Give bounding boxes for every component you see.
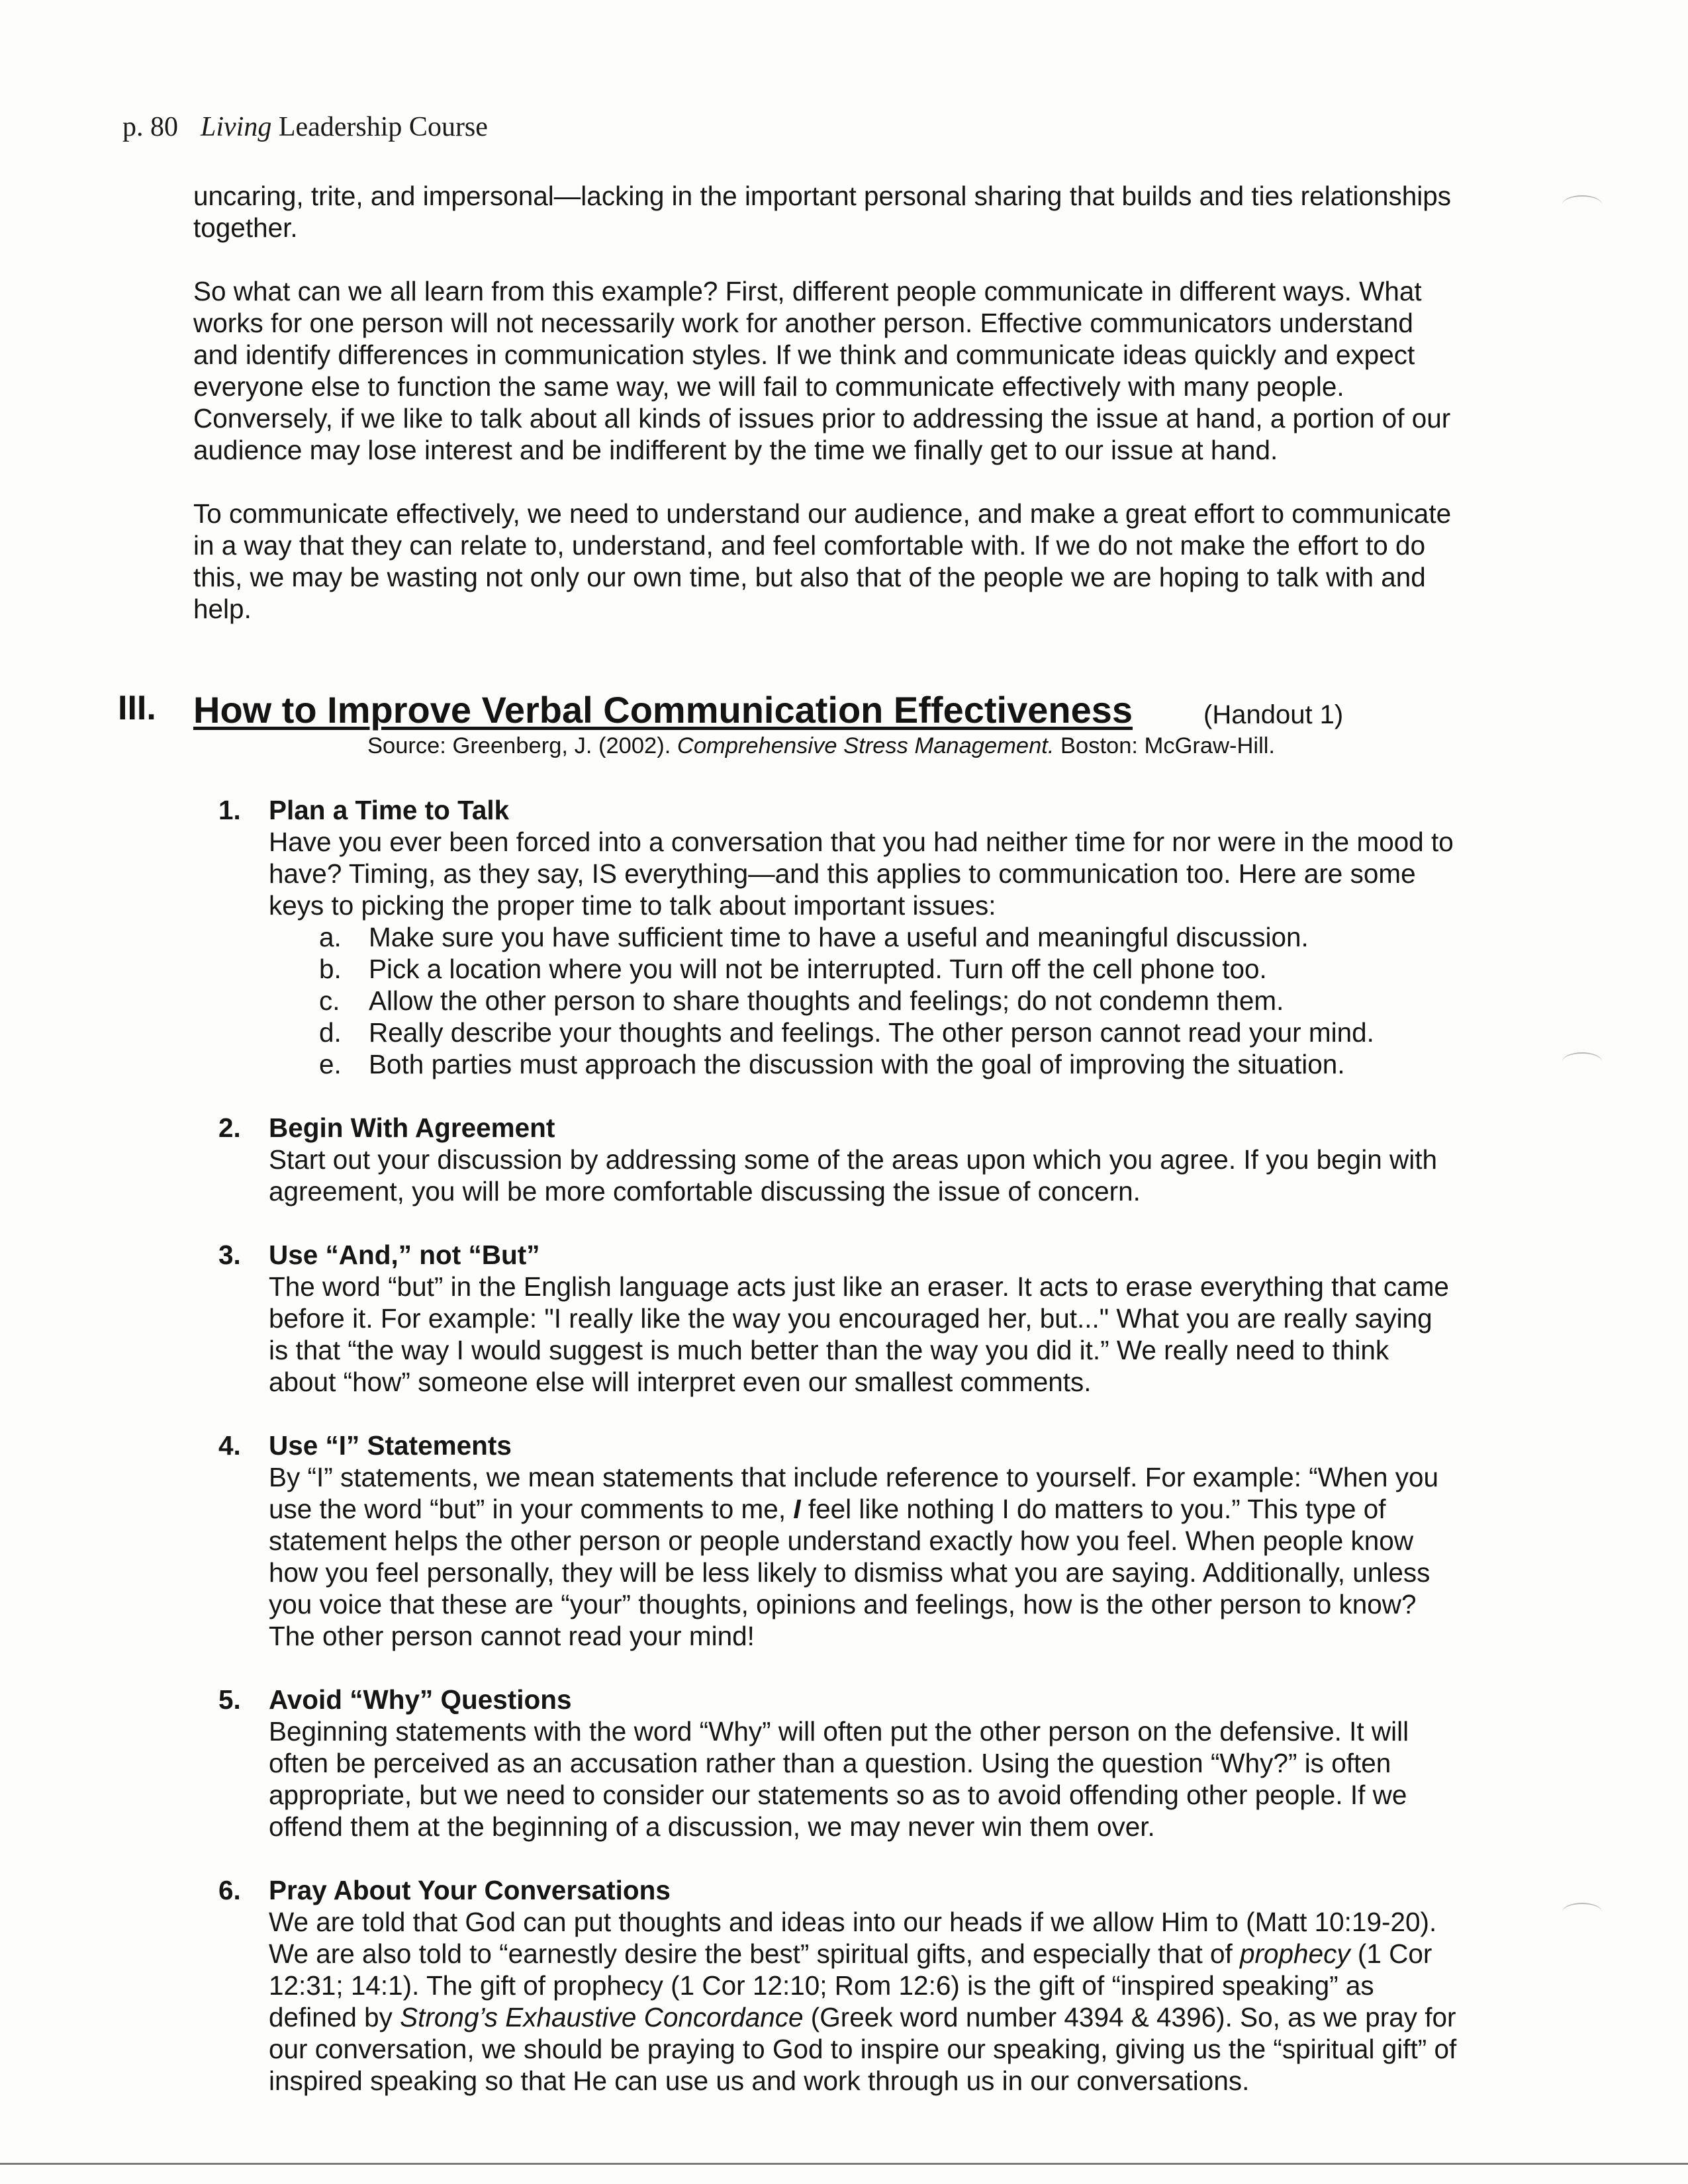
scan-artifact — [1562, 195, 1602, 214]
item-body — [269, 1874, 1456, 2097]
text-line: have? Timing, as they say, IS everything—and this applies to communication too. Here are some — [269, 858, 1416, 889]
sub-letter: a. — [319, 922, 342, 952]
sub-list — [319, 921, 1454, 1080]
text-line: Start out your discussion by addressing some of the areas upon which you agree. If you begin with — [269, 1144, 1438, 1175]
item-heading: Plan a Time to Talk — [269, 795, 510, 825]
text-line — [269, 1938, 1456, 1970]
emphasis-concordance: Strong’s Exhaustive Concordance — [400, 2002, 804, 2032]
text-line: and identify differences in communication styles. If we think and communicate ideas quickly and expect — [193, 340, 1415, 370]
text-line: you voice that these are “your” thoughts, opinions and feelings, how is the other person to know? — [269, 1589, 1417, 1619]
sub-item-a — [319, 921, 1454, 953]
text-run: feel like nothing I do matters to you.” This type of — [800, 1494, 1386, 1524]
course-title-italic: Living — [201, 112, 272, 142]
sub-item-d — [319, 1017, 1454, 1048]
text-line: this, we may be wasting not only our own time, but also that of the people we are hoping to talk with and — [193, 562, 1426, 592]
text-line: 12:31; 14:1). The gift of prophecy (1 Cor 12:10; Rom 12:6) is the gift of “inspired speaking” as — [269, 1970, 1374, 2001]
text-line: Conversely, if we like to talk about all kinds of issues prior to addressing the issue at hand, a portion of our — [193, 403, 1451, 433]
sub-letter: e. — [319, 1049, 342, 1079]
text-line: offend them at the beginning of a discussion, we may never win them over. — [269, 1811, 1155, 1842]
sub-letter: d. — [319, 1017, 342, 1048]
text-line: help. — [193, 594, 252, 624]
text-line: Have you ever been forced into a conversation that you had neither time for nor were in the mood to — [269, 827, 1454, 857]
text-run: We are also told to “earnestly desire the best” spiritual gifts, and especially that of — [269, 1938, 1240, 1969]
text-line: appropriate, but we need to consider our statements so as to avoid offending other people. If we — [269, 1780, 1407, 1810]
text-line: works for one person will not necessarily work for another person. Effective communicators understand — [193, 308, 1413, 338]
text-run: use the word “but” in your comments to me, — [269, 1494, 794, 1524]
sub-text: Allow the other person to share thoughts and feelings; do not condemn them. — [369, 985, 1284, 1016]
text-line: Beginning statements with the word “Why” will often put the other person on the defensive. It will — [269, 1716, 1409, 1747]
item-heading: Begin With Agreement — [269, 1113, 555, 1143]
text-line: To communicate effectively, we need to understand our audience, and make a great effort to communicate — [193, 498, 1452, 529]
text-line: is that “the way I would suggest is much better than the way you did it.” We really need to think — [269, 1335, 1389, 1365]
item-number: 1. — [218, 795, 241, 825]
item-number: 6. — [218, 1875, 241, 1905]
text-line — [269, 2001, 1456, 2033]
sub-text: Really describe your thoughts and feelings. The other person cannot read your mind. — [369, 1017, 1374, 1048]
sub-text: Make sure you have sufficient time to have a useful and meaningful discussion. — [369, 922, 1309, 952]
text-line: everyone else to function the same way, we will fail to communicate effectively with many people. — [193, 371, 1344, 402]
item-number: 5. — [218, 1684, 241, 1715]
source-suffix: Boston: McGraw-Hill. — [1054, 733, 1275, 758]
section-number: III. — [118, 689, 156, 727]
sub-item-e — [319, 1048, 1454, 1080]
text-line: So what can we all learn from this example? First, different people communicate in different ways. What — [193, 276, 1422, 306]
course-title-rest: Leadership Course — [278, 112, 488, 142]
emphasis-prophecy: prophecy — [1240, 1938, 1350, 1969]
item-heading: Avoid “Why” Questions — [269, 1684, 572, 1715]
text-run: (1 Cor — [1350, 1938, 1432, 1969]
sub-letter: b. — [319, 954, 342, 984]
page-number: p. 80 — [122, 112, 178, 142]
item-heading: Use “I” Statements — [269, 1430, 512, 1461]
text-line: often be perceived as an accusation rather than a question. Using the question “Why?” is often — [269, 1748, 1391, 1778]
handout-reference: (Handout 1) — [1203, 700, 1344, 729]
item-body — [269, 1112, 1437, 1207]
text-line: statement helps the other person or people understand exactly how you feel. When people know — [269, 1525, 1414, 1556]
item-number: 3. — [218, 1240, 241, 1270]
item-body — [269, 794, 1454, 1080]
sub-text: Pick a location where you will not be interrupted. Turn off the cell phone too. — [369, 954, 1267, 984]
item-body — [269, 1239, 1449, 1398]
item-number: 2. — [218, 1113, 241, 1143]
text-line: The other person cannot read your mind! — [269, 1621, 755, 1651]
text-line: inspired speaking so that He can use us and work through us in our conversations. — [269, 2066, 1250, 2096]
section-title: How to Improve Verbal Communication Effectiveness — [193, 689, 1133, 731]
text-line: before it. For example: "I really like the way you encouraged her, but..." What you are really saying — [269, 1303, 1432, 1334]
text-line: our conversation, we should be praying to God to inspire our speaking, giving us the “spiritual gift” of — [269, 2034, 1457, 2064]
text-line: audience may lose interest and be indifferent by the time we finally get to our issue at hand. — [193, 435, 1278, 465]
scan-artifact — [1562, 1903, 1602, 1921]
running-head — [122, 111, 488, 143]
text-line: about “how” someone else will interpret even our smallest comments. — [269, 1367, 1092, 1397]
item-heading: Use “And,” not “But” — [269, 1240, 540, 1270]
intro-paragraph-1 — [193, 180, 1451, 244]
bottom-rule — [0, 2163, 1688, 2165]
text-line: together. — [193, 212, 298, 243]
text-run: (Greek word number 4394 & 4396). So, as we pray for — [803, 2002, 1456, 2032]
item-heading: Pray About Your Conversations — [269, 1875, 671, 1905]
text-line: The word “but” in the English language acts just like an eraser. It acts to erase everything that came — [269, 1271, 1449, 1302]
text-line: in a way that they can relate to, understand, and feel comfortable with. If we do not make the effort to do — [193, 530, 1426, 561]
item-number: 4. — [218, 1430, 241, 1461]
sub-item-b — [319, 953, 1454, 985]
sub-letter: c. — [319, 985, 340, 1016]
text-line: By “I” statements, we mean statements that include reference to yourself. For example: “When you — [269, 1462, 1439, 1492]
sub-text: Both parties must approach the discussion with the goal of improving the situation. — [369, 1049, 1345, 1079]
source-citation — [367, 733, 1275, 759]
sub-item-c — [319, 985, 1454, 1017]
text-line: We are told that God can put thoughts and ideas into our heads if we allow Him to (Matt 10:19-20). — [269, 1907, 1437, 1937]
emphasis-i: I — [793, 1494, 801, 1524]
scan-artifact — [1562, 1052, 1602, 1071]
source-prefix: Source: Greenberg, J. (2002). — [367, 733, 677, 758]
text-line: agreement, you will be more comfortable discussing the issue of concern. — [269, 1176, 1141, 1206]
intro-paragraph-2 — [193, 275, 1450, 466]
item-body — [269, 1684, 1409, 1843]
text-line: how you feel personally, they will be less likely to dismiss what you are saying. Additionally, unless — [269, 1557, 1430, 1588]
text-line — [269, 1493, 1438, 1525]
text-run: defined by — [269, 2002, 400, 2032]
item-body — [269, 1430, 1438, 1652]
source-book-title: Comprehensive Stress Management. — [677, 733, 1055, 758]
intro-paragraph-3 — [193, 498, 1451, 625]
text-line: uncaring, trite, and impersonal—lacking in the important personal sharing that builds and ties relationships — [193, 181, 1452, 211]
text-line: keys to picking the proper time to talk about important issues: — [269, 890, 996, 921]
